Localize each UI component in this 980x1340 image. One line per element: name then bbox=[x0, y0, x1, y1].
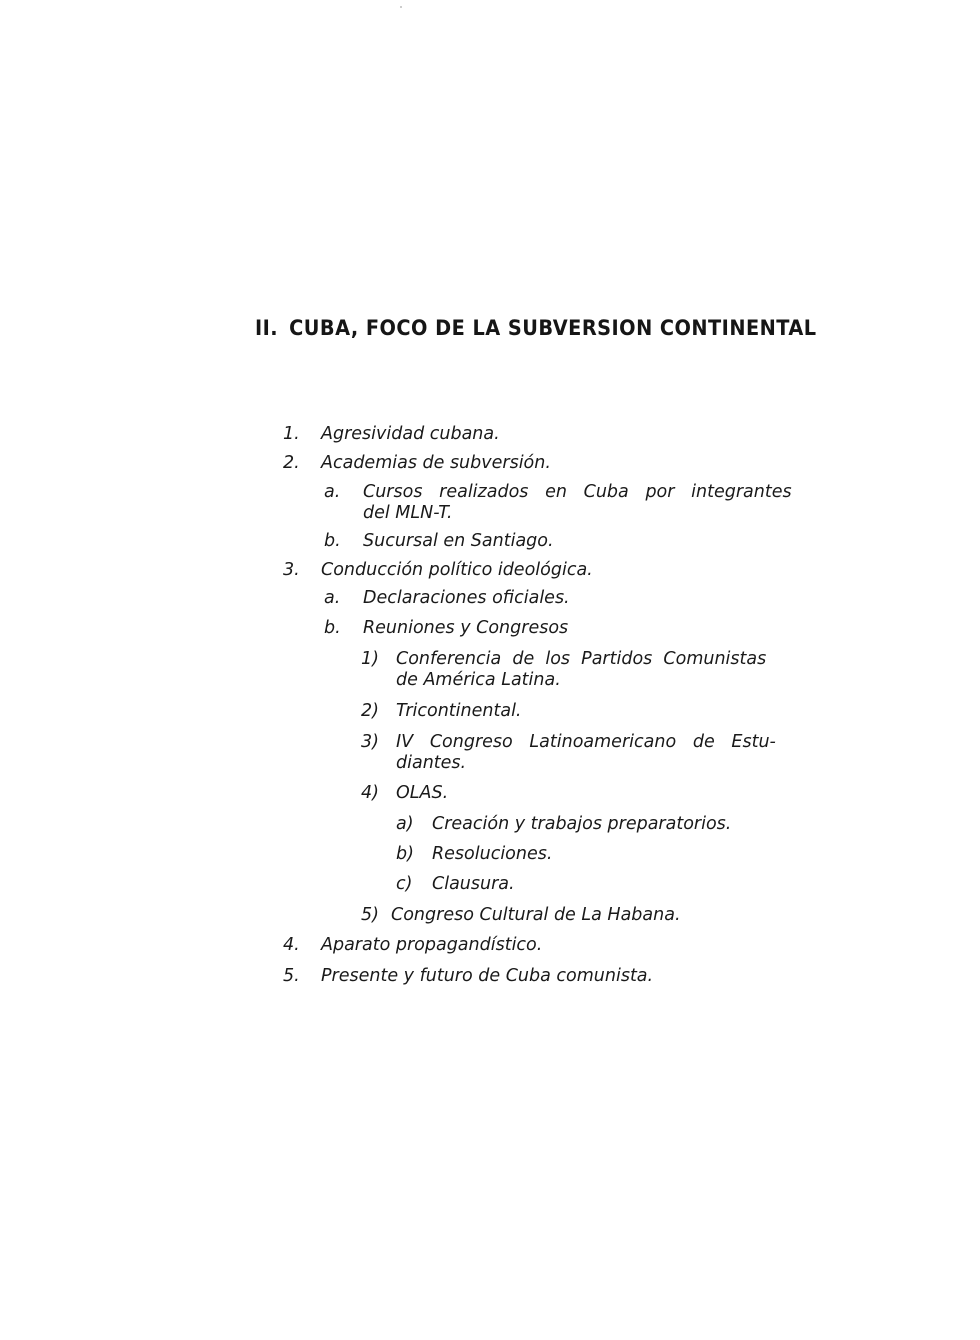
item-marker: 3) bbox=[361, 732, 379, 752]
item-marker: 1) bbox=[361, 649, 379, 669]
item-text: Presente y futuro de Cuba comunista. bbox=[321, 966, 654, 986]
item-marker: 5. bbox=[283, 966, 300, 986]
item-marker: 1. bbox=[283, 424, 300, 444]
item-marker: 3. bbox=[283, 560, 300, 580]
item-text: Academias de subversión. bbox=[321, 453, 551, 473]
item-marker: 2) bbox=[361, 701, 379, 721]
item-marker: b. bbox=[324, 618, 341, 638]
section-number: II. bbox=[255, 316, 279, 340]
item-marker: 4. bbox=[283, 935, 300, 955]
item-text-line-1: IV Congreso Latinoamericano de Estu- bbox=[396, 732, 776, 752]
item-text: Creación y trabajos preparatorios. bbox=[432, 814, 732, 834]
item-text-line-2: del MLN-T. bbox=[363, 503, 453, 523]
item-text: OLAS. bbox=[396, 783, 449, 803]
section-heading bbox=[255, 316, 817, 340]
item-text: Reuniones y Congresos bbox=[363, 618, 569, 638]
item-marker: a. bbox=[324, 482, 341, 502]
scan-speck bbox=[400, 6, 402, 8]
item-text: Declaraciones oficiales. bbox=[363, 588, 570, 608]
item-marker: b. bbox=[324, 531, 341, 551]
item-text: Agresividad cubana. bbox=[321, 424, 500, 444]
item-marker: a) bbox=[396, 814, 414, 834]
item-text-line-2: de América Latina. bbox=[396, 670, 561, 690]
item-text-line-1: Conferencia de los Partidos Comunistas bbox=[396, 649, 767, 669]
item-text-line-2: diantes. bbox=[396, 753, 467, 773]
item-marker: a. bbox=[324, 588, 341, 608]
item-marker: 5) bbox=[361, 905, 379, 925]
item-marker: 4) bbox=[361, 783, 379, 803]
item-text: Resoluciones. bbox=[432, 844, 553, 864]
item-marker: c) bbox=[396, 874, 413, 894]
item-text: Conducción político ideológica. bbox=[321, 560, 593, 580]
item-marker: 2. bbox=[283, 453, 300, 473]
item-text: Clausura. bbox=[432, 874, 515, 894]
section-title: CUBA, FOCO DE LA SUBVERSION CONTINENTAL bbox=[289, 316, 817, 340]
item-text: Congreso Cultural de La Habana. bbox=[391, 905, 681, 925]
item-text: Tricontinental. bbox=[396, 701, 522, 721]
item-text-line-1: Cursos realizados en Cuba por integrantes bbox=[363, 482, 792, 502]
item-text: Aparato propagandístico. bbox=[321, 935, 543, 955]
item-text: Sucursal en Santiago. bbox=[363, 531, 554, 551]
item-marker: b) bbox=[396, 844, 414, 864]
